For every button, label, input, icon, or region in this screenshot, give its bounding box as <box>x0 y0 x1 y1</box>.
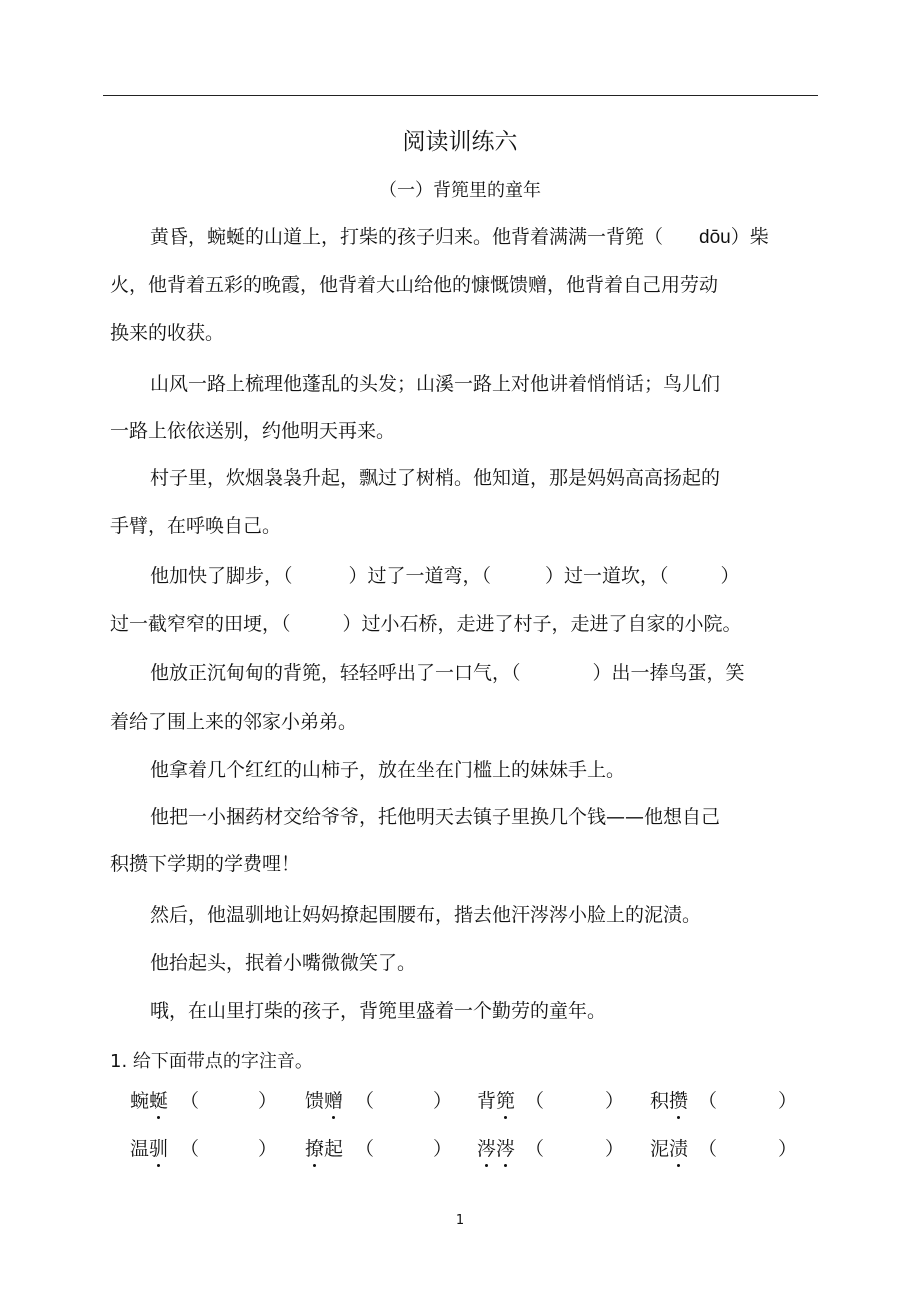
word-char: 蜒 <box>149 1086 168 1113</box>
word-char: 攒 <box>669 1086 688 1113</box>
answer-paren: （ <box>355 1138 375 1160</box>
text-line <box>150 660 745 686</box>
text-segment: 黄昏，蜿蜒的山道上，打柴的孩子归来。他背着满满一背篼（ <box>150 226 664 248</box>
text-line: 山风一路上梳理他蓬乱的头发；山溪一路上对他讲着悄悄话；鸟儿们 <box>150 373 721 395</box>
answer-paren: ） <box>778 1090 798 1112</box>
text-segment: 他放正沉甸甸的背篼，轻轻呼出了一口气，（ <box>150 662 521 684</box>
word-item <box>305 1086 343 1113</box>
word-item <box>130 1086 168 1113</box>
word-char: 撩 <box>305 1134 324 1161</box>
text-line: 换来的收获。 <box>110 322 225 344</box>
word-item <box>477 1086 515 1113</box>
text-line <box>150 224 769 251</box>
text-line <box>110 611 742 637</box>
text-line: 手臂，在呼唤自己。 <box>110 515 282 537</box>
question-1: 1. 给下面带点的字注音。 <box>110 1051 313 1072</box>
answer-paren: （ <box>180 1090 200 1112</box>
pinyin-row <box>0 1134 920 1164</box>
word-char: 渍 <box>669 1134 688 1161</box>
pinyin-row <box>0 1086 920 1116</box>
text-line: 他抬起头，抿着小嘴微微笑了。 <box>150 952 417 974</box>
text-line: 火，他背着五彩的晚霞，他背着大山给他的慷慨馈赠，他背着自己用劳动 <box>110 274 719 296</box>
word-char: 背 <box>477 1090 497 1112</box>
word-char: 泥 <box>650 1138 670 1160</box>
text-line: 他把一小捆药材交给爷爷，托他明天去镇子里换几个钱——他想自己 <box>150 806 721 828</box>
word-item <box>650 1086 688 1113</box>
text-segment: ）柴 <box>730 226 769 248</box>
word-char: 篼 <box>496 1086 515 1113</box>
text-line: 着给了围上来的邻家小弟弟。 <box>110 711 358 733</box>
answer-paren: ） <box>433 1138 453 1160</box>
text-segment: ） <box>720 565 740 587</box>
header-rule <box>103 95 818 96</box>
answer-paren: ） <box>433 1090 453 1112</box>
answer-paren: （ <box>698 1138 718 1160</box>
word-char: 蜿 <box>130 1090 150 1112</box>
pinyin: dōu <box>699 227 731 248</box>
word-item <box>130 1134 168 1161</box>
word-char: 赠 <box>324 1086 343 1113</box>
answer-paren: ） <box>605 1090 625 1112</box>
word-item <box>477 1134 515 1161</box>
text-segment: ）过小石桥，走进了村子，走进了自家的小院。 <box>342 613 742 635</box>
word-char: 驯 <box>149 1134 168 1161</box>
text-segment: ）过一道坎，（ <box>545 565 669 587</box>
word-char: 起 <box>324 1138 344 1160</box>
word-char: 积 <box>650 1090 670 1112</box>
word-item <box>650 1134 688 1161</box>
word-char: 温 <box>130 1138 150 1160</box>
text-segment: 他加快了脚步，（ <box>150 565 293 587</box>
answer-paren: （ <box>180 1138 200 1160</box>
text-line: 他拿着几个红红的山柿子，放在坐在门槛上的妹妹手上。 <box>150 759 626 781</box>
answer-paren: （ <box>355 1090 375 1112</box>
answer-paren: ） <box>778 1138 798 1160</box>
page-number: 1 <box>455 1213 465 1228</box>
text-segment: ）出一捧鸟蛋，笑 <box>592 662 745 684</box>
word-char: 馈 <box>305 1090 325 1112</box>
text-segment: ）过了一道弯，（ <box>348 565 492 587</box>
answer-paren: （ <box>525 1138 545 1160</box>
section-subtitle: （一）背篼里的童年 <box>379 180 541 201</box>
text-line: 积攒下学期的学费哩！ <box>110 853 301 875</box>
text-line: 一路上依依送别，约他明天再来。 <box>110 420 396 442</box>
text-line: 村子里，炊烟袅袅升起，飘过了树梢。他知道，那是妈妈高高扬起的 <box>150 467 721 489</box>
word-item <box>305 1134 343 1161</box>
page-title: 阅读训练六 <box>402 129 518 155</box>
text-line: 然后，他温驯地让妈妈撩起围腰布，揩去他汗涔涔小脸上的泥渍。 <box>150 904 702 926</box>
text-segment: 过一截窄窄的田埂，（ <box>110 613 291 635</box>
answer-paren: ） <box>605 1138 625 1160</box>
answer-paren: ） <box>258 1138 278 1160</box>
answer-paren: （ <box>698 1090 718 1112</box>
answer-paren: （ <box>525 1090 545 1112</box>
word-char: 涔 <box>496 1134 515 1161</box>
text-line: 哦，在山里打柴的孩子，背篼里盛着一个勤劳的童年。 <box>150 1000 607 1022</box>
word-char: 涔 <box>477 1134 496 1161</box>
answer-paren: ） <box>258 1090 278 1112</box>
text-line <box>150 563 740 589</box>
